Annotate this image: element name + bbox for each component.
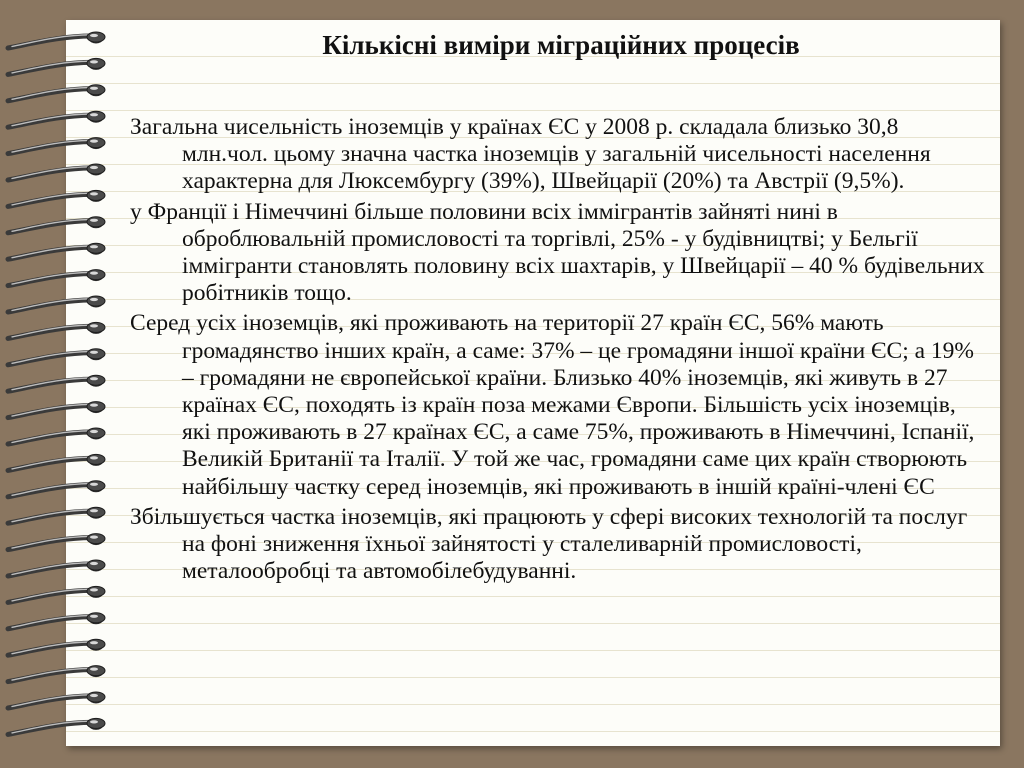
- binding-ring-icon: [8, 666, 105, 682]
- binding-ring-icon: [8, 454, 105, 470]
- spiral-binding-icon: [0, 0, 120, 768]
- binding-ring-icon: [8, 692, 105, 708]
- binding-ring-icon: [8, 428, 105, 444]
- binding-ring-icon: [8, 217, 105, 233]
- binding-ring-icon: [8, 296, 105, 312]
- binding-ring-icon: [8, 639, 105, 655]
- binding-ring-icon: [8, 85, 105, 101]
- paragraph-citizenship-structure: Серед усіх іноземців, які проживають на території 27 країн ЄС, 56% мають громадянство інших країн, а саме: 37% – це громадяни іншої країни ЄС; а 19% – громадяни не європейської країни. Близько 40% іноземців, які живуть в 27 країнах ЄС, походять із країн поза межами Європи. Більшість усіх іноземців, які проживають в 27 країнах ЄС, а саме 75%, проживають в Німеччині, Іспанії, Великій Британії та Італії. У той же час, громадяни саме цих країн створюють найбільшу частку серед іноземців, які проживають в іншій країні-члені ЄС: [130, 310, 975, 500]
- binding-ring-icon: [8, 322, 105, 338]
- paragraph-high-tech-employment: Збільшується частка іноземців, які працюють у сфері високих технологій та послуг на фоні зниження їхньої зайнятості у сталеливарній промисловості, металообробці та автомобілебудуванні.: [130, 503, 968, 585]
- binding-ring-icon: [8, 613, 105, 629]
- slide-title: Кількісні виміри міграційних процесів: [322, 30, 800, 60]
- slide-body: [130, 114, 990, 588]
- binding-ring-icon: [8, 243, 105, 259]
- binding-ring-icon: [8, 507, 105, 523]
- binding-ring-icon: [8, 560, 105, 576]
- paragraph-france-germany-employment: у Франції і Німеччині більше половини всіх іммігрантів зайняті нині в оброблювальній промисловості та торгівлі, 25% - у будівництві; у Бельгії іммігранти становлять половину всіх шахтарів, у Швейцарії – 40 % будівельних робітників тощо.: [130, 198, 985, 307]
- binding-ring-icon: [8, 349, 105, 365]
- binding-ring-icon: [8, 164, 105, 180]
- binding-ring-icon: [8, 402, 105, 418]
- binding-ring-icon: [8, 190, 105, 206]
- binding-ring-icon: [8, 32, 105, 48]
- binding-ring-icon: [8, 111, 105, 127]
- binding-ring-icon: [8, 270, 105, 286]
- binding-ring-icon: [8, 534, 105, 550]
- binding-ring-icon: [8, 481, 105, 497]
- binding-ring-icon: [8, 586, 105, 602]
- paragraph-eu-foreigners-total: Загальна чисельність іноземців у країнах ЄС у 2008 р. складала близько 30,8 млн.чол. цьому значна частка іноземців у загальній чисельності населення характерна для Люксембургу (39%), Швейцарії (20%) та Австрії (9,5%).: [130, 114, 931, 195]
- binding-ring-icon: [8, 718, 105, 734]
- binding-ring-icon: [8, 58, 105, 74]
- binding-ring-icon: [8, 138, 105, 154]
- binding-ring-icon: [8, 375, 105, 391]
